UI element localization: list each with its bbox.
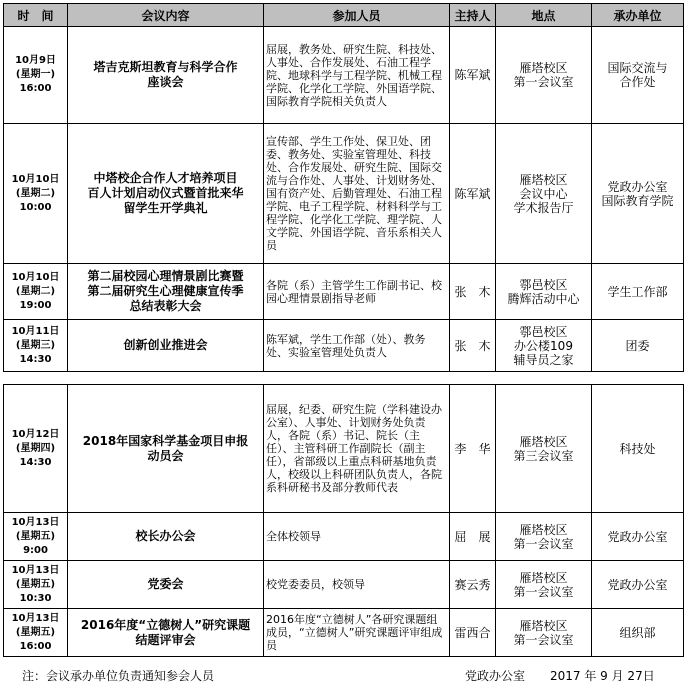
org-cell: 团委: [592, 320, 684, 372]
topic-cell: 第二届校园心理情景剧比赛暨 第二届研究生心理健康宣传季 总结表彰大会: [68, 264, 264, 320]
attendees-cell: 校党委委员，校领导: [264, 561, 450, 609]
org-cell: 国际交流与 合作处: [592, 27, 684, 124]
time-cell: 10月13日 (星期五) 9:00: [4, 513, 68, 561]
place-cell: 鄠邑校区 腾辉活动中心: [496, 264, 592, 320]
host-cell: 屈 展: [450, 513, 496, 561]
time-cell: 10月13日 (星期五) 10:30: [4, 561, 68, 609]
host-cell: 赛云秀: [450, 561, 496, 609]
header-time: 时 间: [4, 4, 68, 27]
host-cell: 陈军斌: [450, 27, 496, 124]
org-cell: 党政办公室 国际教育学院: [592, 124, 684, 264]
host-cell: 张 木: [450, 264, 496, 320]
attendees-cell: 全体校领导: [264, 513, 450, 561]
table-row: [4, 124, 684, 264]
topic-cell: 创新创业推进会: [68, 320, 264, 372]
place-cell: 雁塔校区 第一会议室: [496, 27, 592, 124]
org-cell: 科技处: [592, 385, 684, 513]
topic-cell: 塔吉克斯坦教育与科学合作 座谈会: [68, 27, 264, 124]
header-row: [4, 4, 684, 27]
attendees-cell: 各院（系）主管学生工作副书记、校园心理情景剧指导老师: [264, 264, 450, 320]
place-cell: 雁塔校区 第一会议室: [496, 561, 592, 609]
footer-note: 注：会议承办单位负责通知参会人员: [22, 669, 215, 683]
attendees-cell: 2016年度“立德树人”各研究课题组成员，“立德树人”研究课题评审组成员: [264, 609, 450, 657]
time-cell: 10月10日 (星期二) 10:00: [4, 124, 68, 264]
place-cell: 雁塔校区 第一会议室: [496, 609, 592, 657]
time-cell: 10月10日 (星期二) 19:00: [4, 264, 68, 320]
topic-cell: 中塔校企合作人才培养项目 百人计划启动仪式暨首批来华 留学生开学典礼: [68, 124, 264, 264]
table-row: [4, 385, 684, 513]
header-attendees: 参加人员: [264, 4, 450, 27]
header-org: 承办单位: [592, 4, 684, 27]
host-cell: 雷西合: [450, 609, 496, 657]
org-cell: 党政办公室: [592, 513, 684, 561]
header-host: 主持人: [450, 4, 496, 27]
org-cell: 学生工作部: [592, 264, 684, 320]
org-cell: 组织部: [592, 609, 684, 657]
host-cell: 李 华: [450, 385, 496, 513]
table-row: [4, 320, 684, 372]
table-row: [4, 609, 684, 657]
host-cell: 张 木: [450, 320, 496, 372]
attendees-cell: 屈展，教务处、研究生院、科技处、人事处、合作发展处、石油工程学院、地球科学与工程学院、机械工程学院、化学化工学院、外国语学院、国际教育学院相关负责人: [264, 27, 450, 124]
place-cell: 雁塔校区 第一会议室: [496, 513, 592, 561]
table-row: [4, 513, 684, 561]
topic-cell: 党委会: [68, 561, 264, 609]
schedule-table-2: [3, 384, 684, 657]
footer-office: 党政办公室: [465, 669, 526, 683]
attendees-cell: 陈军斌，学生工作部（处）、教务处、实验室管理处负责人: [264, 320, 450, 372]
time-cell: 10月12日 (星期四) 14:30: [4, 385, 68, 513]
topic-cell: 2016年度“立德树人”研究课题 结题评审会: [68, 609, 264, 657]
host-cell: 陈军斌: [450, 124, 496, 264]
header-topic: 会议内容: [68, 4, 264, 27]
place-cell: 雁塔校区 第三会议室: [496, 385, 592, 513]
attendees-cell: 屈展，纪委、研究生院（学科建设办公室）、人事处、计划财务处负责人，各院（系）书记、院长（主任）、主管科研工作副院长（副主任），省部级以上重点科研基地负责人，校级以上科研团队负责人，各院系科研秘书及部分教师代表: [264, 385, 450, 513]
table-row: [4, 27, 684, 124]
place-cell: 鄠邑校区 办公楼109 辅导员之家: [496, 320, 592, 372]
topic-cell: 2018年国家科学基金项目申报 动员会: [68, 385, 264, 513]
header-place: 地点: [496, 4, 592, 27]
table-row: [4, 561, 684, 609]
topic-cell: 校长办公会: [68, 513, 264, 561]
footer-date: 2017 年 9 月 27日: [550, 669, 655, 683]
place-cell: 雁塔校区 会议中心 学术报告厅: [496, 124, 592, 264]
time-cell: 10月9日 (星期一) 16:00: [4, 27, 68, 124]
time-cell: 10月11日 (星期三) 14:30: [4, 320, 68, 372]
time-cell: 10月13日 (星期五) 16:00: [4, 609, 68, 657]
schedule-table-1: [3, 3, 684, 372]
attendees-cell: 宣传部、学生工作处、保卫处、团委、教务处、实验室管理处、科技处、合作发展处、研究生院、国际交流与合作处、人事处、计划财务处、国有资产处、后勤管理处、石油工程学院、电子工程学院、材料科学与工程学院、化学化工学院、理学院、人文学院、外国语学院、音乐系相关人员: [264, 124, 450, 264]
table-row: [4, 264, 684, 320]
org-cell: 党政办公室: [592, 561, 684, 609]
